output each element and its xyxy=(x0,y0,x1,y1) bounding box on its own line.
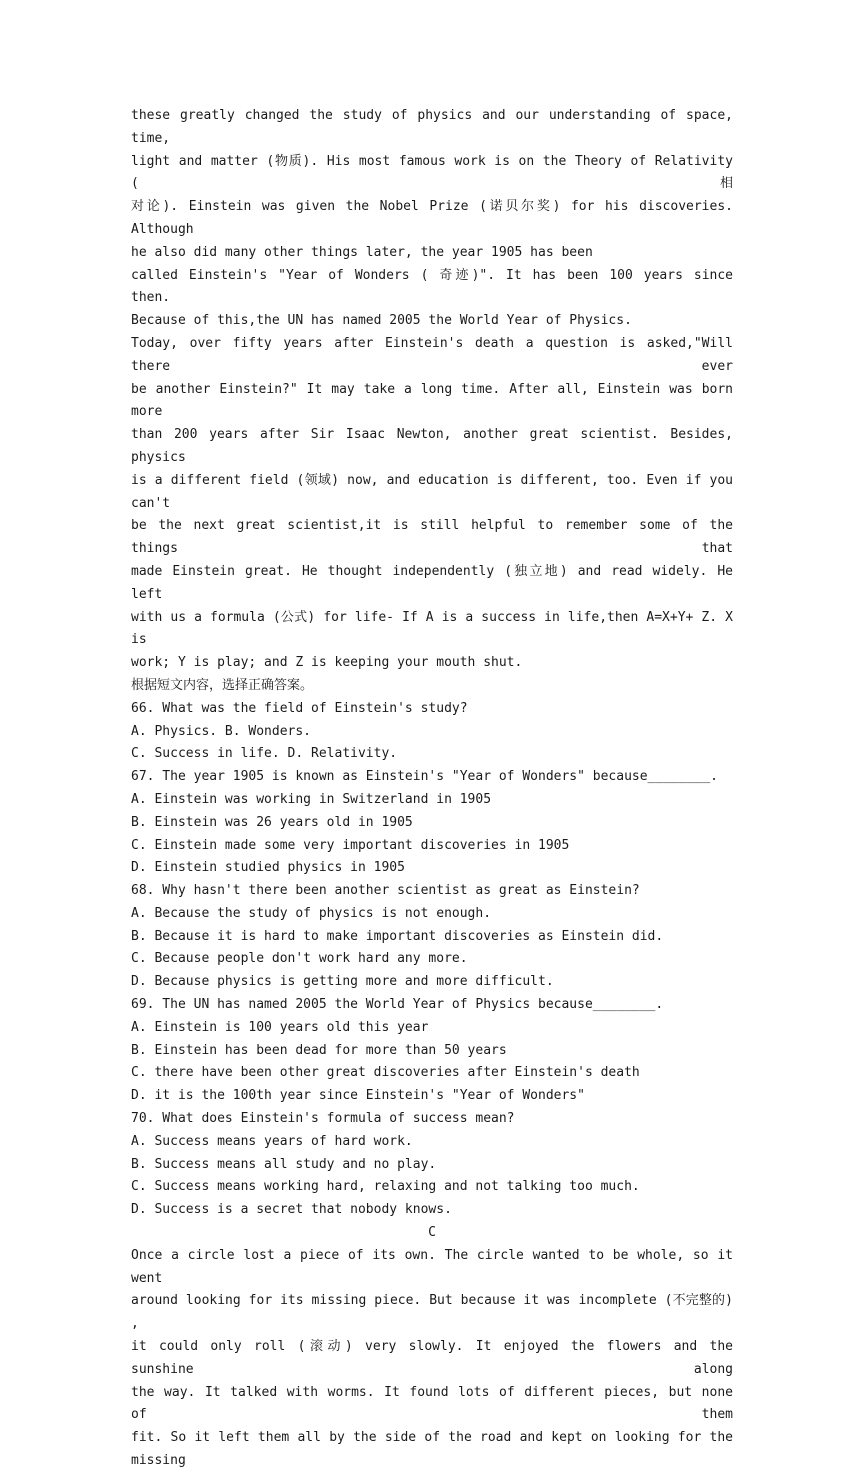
passage-line: light and matter (物质). His most famous work is on the Theory of Relativity (相 xyxy=(131,153,733,192)
question-66 xyxy=(131,698,733,766)
passage-line: is a different field (领域) now, and education is different, too. Even if you can't xyxy=(131,472,733,511)
question-stem: 66. What was the field of Einstein's study? xyxy=(131,700,468,716)
page-content xyxy=(131,105,733,1473)
passage-c xyxy=(131,1245,733,1473)
option-c: C. Because people don't work hard any more. xyxy=(131,951,468,967)
option-a: A. Einstein is 100 years old this year xyxy=(131,1019,429,1035)
option-line: A. Physics. B. Wonders. xyxy=(131,723,312,739)
passage-line: Today, over fifty years after Einstein's death a question is asked,"Will there ever xyxy=(131,335,733,374)
passage-line: the way. It talked with worms. It found lots of different pieces, but none of them xyxy=(131,1384,733,1423)
passage-line: he also did many other things later, the year 1905 has been xyxy=(131,244,593,260)
option-b: B. Success means all study and no play. xyxy=(131,1156,437,1172)
question-70 xyxy=(131,1108,733,1222)
option-b: B. Einstein has been dead for more than 50 years xyxy=(131,1042,507,1058)
option-a: A. Success means years of hard work. xyxy=(131,1133,413,1149)
question-stem: 69. The UN has named 2005 the World Year of Physics because________. xyxy=(131,997,664,1013)
instruction: 根据短文内容，选择正确答案。 xyxy=(131,677,314,693)
passage-line: these greatly changed the study of physics and our understanding of space, time, xyxy=(131,108,733,146)
option-a: A. Because the study of physics is not enough. xyxy=(131,905,492,921)
option-a: A. Einstein was working in Switzerland in 1905 xyxy=(131,791,492,807)
passage-line: called Einstein's "Year of Wonders ( 奇迹)". It has been 100 years since then. xyxy=(131,267,733,306)
option-d: D. Einstein studied physics in 1905 xyxy=(131,860,405,876)
option-b: B. Because it is hard to make important discoveries as Einstein did. xyxy=(131,928,664,944)
option-b: B. Einstein was 26 years old in 1905 xyxy=(131,814,413,830)
passage-line: around looking for its missing piece. But because it was incomplete (不完整的) , xyxy=(131,1293,733,1332)
option-c: C. Einstein made some very important discoveries in 1905 xyxy=(131,837,570,853)
option-c: C. Success means working hard, relaxing and not talking too much. xyxy=(131,1179,640,1195)
section-c-heading: C xyxy=(428,1225,436,1241)
question-67 xyxy=(131,766,733,880)
passage-line: fit. So it left them all by the side of the road and kept on looking for the missing xyxy=(131,1430,733,1469)
passage-line: made Einstein great. He thought independently (独立地) and read widely. He left xyxy=(131,563,733,602)
option-line: C. Success in life. D. Relativity. xyxy=(131,746,398,762)
passage-b xyxy=(131,105,733,675)
option-d: D. it is the 100th year since Einstein's "Year of Wonders" xyxy=(131,1088,585,1104)
question-stem: 67. The year 1905 is known as Einstein's "Year of Wonders" because________. xyxy=(131,769,718,785)
question-stem: 70. What does Einstein's formula of success mean? xyxy=(131,1111,515,1127)
passage-line: Because of this,the UN has named 2005 the World Year of Physics. xyxy=(131,313,632,329)
passage-line: Once a circle lost a piece of its own. The circle wanted to be whole, so it went xyxy=(131,1247,733,1286)
option-d: D. Success is a secret that nobody knows. xyxy=(131,1202,452,1218)
question-69 xyxy=(131,994,733,1108)
option-c: C. there have been other great discoveries after Einstein's death xyxy=(131,1065,640,1081)
passage-line: be the next great scientist,it is still helpful to remember some of the things that xyxy=(131,518,733,557)
option-d: D. Because physics is getting more and more difficult. xyxy=(131,974,554,990)
passage-line: work; Y is play; and Z is keeping your mouth shut. xyxy=(131,655,523,671)
question-stem: 68. Why hasn't there been another scientist as great as Einstein? xyxy=(131,883,640,899)
question-68 xyxy=(131,880,733,994)
passage-line: be another Einstein?" It may take a long time. After all, Einstein was born more xyxy=(131,381,733,420)
passage-line: it could only roll (滚动) very slowly. It enjoyed the flowers and the sunshine along xyxy=(131,1339,733,1377)
passage-line: than 200 years after Sir Isaac Newton, another great scientist. Besides, physics xyxy=(131,427,733,465)
passage-line: with us a formula (公式) for life- If A is a success in life,then A=X+Y+ Z. X is xyxy=(131,609,733,648)
passage-line: 对论). Einstein was given the Nobel Prize (诺贝尔奖) for his discoveries. Although xyxy=(131,199,733,237)
